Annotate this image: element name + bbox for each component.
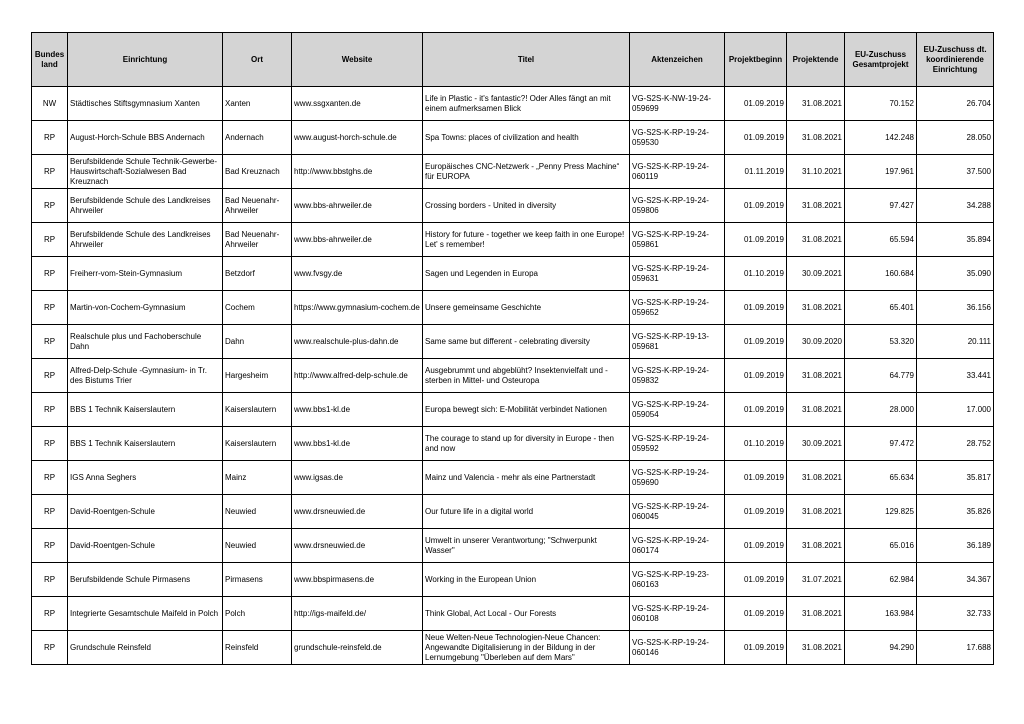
cell-eu-zuschuss-gesamt: 129.825 (845, 495, 917, 529)
cell-eu-zuschuss-koordinierend: 36.156 (917, 291, 994, 325)
cell-ort: Kaiserslautern (223, 393, 292, 427)
table-row (32, 325, 994, 359)
cell-ort: Reinsfeld (223, 631, 292, 665)
cell-website: www.realschule-plus-dahn.de (292, 325, 423, 359)
cell-eu-zuschuss-koordinierend: 35.826 (917, 495, 994, 529)
table-row (32, 121, 994, 155)
cell-projektbeginn: 01.09.2019 (725, 291, 787, 325)
cell-eu-zuschuss-koordinierend: 17.000 (917, 393, 994, 427)
cell-titel: Life in Plastic - it's fantastic?! Oder Alles fängt an mit einem aufmerksamen Blick (423, 87, 630, 121)
cell-eu-zuschuss-koordinierend: 33.441 (917, 359, 994, 393)
header-titel: Titel (423, 33, 630, 87)
table-row (32, 495, 994, 529)
cell-projektende: 31.08.2021 (787, 189, 845, 223)
cell-projektende: 31.08.2021 (787, 121, 845, 155)
cell-eu-zuschuss-gesamt: 97.427 (845, 189, 917, 223)
cell-titel: The courage to stand up for diversity in Europe - then and now (423, 427, 630, 461)
cell-projektbeginn: 01.09.2019 (725, 359, 787, 393)
cell-titel: Neue Welten-Neue Technologien-Neue Chancen: Angewandte Digitalisierung in der Bildung in der Lernumgebung "Überleben auf dem Mars" (423, 631, 630, 665)
cell-eu-zuschuss-gesamt: 64.779 (845, 359, 917, 393)
cell-einrichtung: BBS 1 Technik Kaiserslautern (68, 393, 223, 427)
cell-projektende: 31.08.2021 (787, 359, 845, 393)
cell-projektende: 31.08.2021 (787, 461, 845, 495)
cell-website: http://igs-maifeld.de/ (292, 597, 423, 631)
cell-aktenzeichen: VG-S2S-K-RP-19-24-059861 (630, 223, 725, 257)
cell-eu-zuschuss-gesamt: 97.472 (845, 427, 917, 461)
cell-einrichtung: Berufsbildende Schule Technik-Gewerbe-Hauswirtschaft-Sozialwesen Bad Kreuznach (68, 155, 223, 189)
cell-website: www.bbs-ahrweiler.de (292, 223, 423, 257)
cell-website: www.fvsgy.de (292, 257, 423, 291)
cell-ort: Dahn (223, 325, 292, 359)
cell-ort: Polch (223, 597, 292, 631)
cell-titel: Europa bewegt sich: E-Mobilität verbindet Nationen (423, 393, 630, 427)
cell-einrichtung: David-Roentgen-Schule (68, 529, 223, 563)
cell-eu-zuschuss-koordinierend: 34.367 (917, 563, 994, 597)
cell-eu-zuschuss-koordinierend: 37.500 (917, 155, 994, 189)
cell-aktenzeichen: VG-S2S-K-RP-19-23-060163 (630, 563, 725, 597)
cell-ort: Andernach (223, 121, 292, 155)
cell-projektbeginn: 01.09.2019 (725, 87, 787, 121)
cell-bundesland: RP (32, 529, 68, 563)
cell-titel: Europäisches CNC-Netzwerk - „Penny Press Machine“ für EUROPA (423, 155, 630, 189)
cell-bundesland: RP (32, 631, 68, 665)
cell-projektende: 31.10.2021 (787, 155, 845, 189)
table-row (32, 291, 994, 325)
cell-bundesland: RP (32, 291, 68, 325)
table-body (32, 87, 994, 665)
cell-einrichtung: David-Roentgen-Schule (68, 495, 223, 529)
cell-website: www.august-horch-schule.de (292, 121, 423, 155)
cell-titel: Think Global, Act Local - Our Forests (423, 597, 630, 631)
cell-bundesland: RP (32, 359, 68, 393)
cell-eu-zuschuss-koordinierend: 35.817 (917, 461, 994, 495)
cell-ort: Bad Kreuznach (223, 155, 292, 189)
cell-eu-zuschuss-gesamt: 70.152 (845, 87, 917, 121)
cell-einrichtung: IGS Anna Seghers (68, 461, 223, 495)
cell-bundesland: RP (32, 597, 68, 631)
cell-ort: Mainz (223, 461, 292, 495)
cell-ort: Pirmasens (223, 563, 292, 597)
table-row (32, 257, 994, 291)
cell-projektbeginn: 01.09.2019 (725, 597, 787, 631)
cell-aktenzeichen: VG-S2S-K-RP-19-24-060119 (630, 155, 725, 189)
cell-einrichtung: Freiherr-vom-Stein-Gymnasium (68, 257, 223, 291)
cell-aktenzeichen: VG-S2S-K-RP-19-13-059681 (630, 325, 725, 359)
cell-einrichtung: BBS 1 Technik Kaiserslautern (68, 427, 223, 461)
cell-titel: History for future - together we keep faith in one Europe! Let' s remember! (423, 223, 630, 257)
cell-aktenzeichen: VG-S2S-K-RP-19-24-060146 (630, 631, 725, 665)
cell-projektende: 30.09.2020 (787, 325, 845, 359)
cell-titel: Our future life in a digital world (423, 495, 630, 529)
header-eu-zuschuss-gesamt: EU-Zuschuss Gesamtprojekt (845, 33, 917, 87)
cell-projektende: 31.08.2021 (787, 495, 845, 529)
cell-website: www.bbs-ahrweiler.de (292, 189, 423, 223)
cell-aktenzeichen: VG-S2S-K-RP-19-24-060045 (630, 495, 725, 529)
cell-projektbeginn: 01.09.2019 (725, 529, 787, 563)
cell-eu-zuschuss-koordinierend: 34.288 (917, 189, 994, 223)
header-bundesland: Bundes land (32, 33, 68, 87)
cell-projektende: 31.08.2021 (787, 631, 845, 665)
cell-aktenzeichen: VG-S2S-K-RP-19-24-059592 (630, 427, 725, 461)
cell-einrichtung: August-Horch-Schule BBS Andernach (68, 121, 223, 155)
cell-eu-zuschuss-gesamt: 65.634 (845, 461, 917, 495)
cell-ort: Xanten (223, 87, 292, 121)
cell-bundesland: RP (32, 461, 68, 495)
cell-titel: Working in the European Union (423, 563, 630, 597)
cell-ort: Hargesheim (223, 359, 292, 393)
cell-einrichtung: Berufsbildende Schule des Landkreises Ahrweiler (68, 189, 223, 223)
cell-titel: Spa Towns: places of civilization and health (423, 121, 630, 155)
cell-bundesland: RP (32, 495, 68, 529)
header-eu-zuschuss-koordinierend: EU-Zuschuss dt. koordinierende Einrichtung (917, 33, 994, 87)
cell-eu-zuschuss-koordinierend: 35.894 (917, 223, 994, 257)
cell-eu-zuschuss-koordinierend: 28.050 (917, 121, 994, 155)
table-row (32, 359, 994, 393)
cell-projektende: 30.09.2021 (787, 257, 845, 291)
cell-bundesland: RP (32, 189, 68, 223)
cell-projektbeginn: 01.09.2019 (725, 393, 787, 427)
header-aktenzeichen: Aktenzeichen (630, 33, 725, 87)
cell-projektbeginn: 01.09.2019 (725, 223, 787, 257)
cell-projektende: 30.09.2021 (787, 427, 845, 461)
cell-titel: Sagen und Legenden in Europa (423, 257, 630, 291)
cell-eu-zuschuss-gesamt: 65.401 (845, 291, 917, 325)
cell-projektbeginn: 01.11.2019 (725, 155, 787, 189)
header-projektende: Projektende (787, 33, 845, 87)
cell-projektbeginn: 01.09.2019 (725, 189, 787, 223)
funding-table (31, 32, 994, 665)
cell-titel: Ausgebrummt und abgeblüht? Insektenvielfalt und -sterben in Mittel- und Osteuropa (423, 359, 630, 393)
cell-bundesland: RP (32, 155, 68, 189)
cell-einrichtung: Berufsbildende Schule Pirmasens (68, 563, 223, 597)
table-row (32, 529, 994, 563)
cell-aktenzeichen: VG-S2S-K-RP-19-24-059690 (630, 461, 725, 495)
cell-projektbeginn: 01.09.2019 (725, 495, 787, 529)
cell-bundesland: RP (32, 393, 68, 427)
cell-eu-zuschuss-koordinierend: 32.733 (917, 597, 994, 631)
cell-eu-zuschuss-koordinierend: 20.111 (917, 325, 994, 359)
cell-projektende: 31.08.2021 (787, 291, 845, 325)
cell-titel: Same same but different - celebrating diversity (423, 325, 630, 359)
cell-website: www.igsas.de (292, 461, 423, 495)
header-row (32, 33, 994, 87)
cell-website: www.ssgxanten.de (292, 87, 423, 121)
cell-aktenzeichen: VG-S2S-K-RP-19-24-059652 (630, 291, 725, 325)
header-ort: Ort (223, 33, 292, 87)
table-row (32, 631, 994, 665)
cell-eu-zuschuss-gesamt: 94.290 (845, 631, 917, 665)
cell-projektbeginn: 01.10.2019 (725, 427, 787, 461)
cell-ort: Cochem (223, 291, 292, 325)
cell-eu-zuschuss-koordinierend: 35.090 (917, 257, 994, 291)
cell-projektende: 31.08.2021 (787, 597, 845, 631)
cell-eu-zuschuss-koordinierend: 17.688 (917, 631, 994, 665)
cell-ort: Betzdorf (223, 257, 292, 291)
cell-aktenzeichen: VG-S2S-K-RP-19-24-059806 (630, 189, 725, 223)
cell-website: www.bbs1-kl.de (292, 393, 423, 427)
header-projektbeginn: Projektbeginn (725, 33, 787, 87)
cell-ort: Neuwied (223, 529, 292, 563)
header-einrichtung: Einrichtung (68, 33, 223, 87)
table-row (32, 189, 994, 223)
table-row (32, 155, 994, 189)
cell-bundesland: RP (32, 563, 68, 597)
cell-projektbeginn: 01.09.2019 (725, 325, 787, 359)
cell-aktenzeichen: VG-S2S-K-RP-19-24-059530 (630, 121, 725, 155)
cell-eu-zuschuss-gesamt: 65.016 (845, 529, 917, 563)
cell-website: www.bbs1-kl.de (292, 427, 423, 461)
cell-website: www.drsneuwied.de (292, 529, 423, 563)
cell-eu-zuschuss-koordinierend: 36.189 (917, 529, 994, 563)
cell-einrichtung: Alfred-Delp-Schule -Gymnasium- in Tr. des Bistums Trier (68, 359, 223, 393)
table-row (32, 427, 994, 461)
funding-table-container (31, 32, 994, 665)
cell-bundesland: RP (32, 257, 68, 291)
cell-website: www.drsneuwied.de (292, 495, 423, 529)
cell-projektbeginn: 01.09.2019 (725, 631, 787, 665)
cell-einrichtung: Martin-von-Cochem-Gymnasium (68, 291, 223, 325)
cell-website: https://www.gymnasium-cochem.de (292, 291, 423, 325)
cell-einrichtung: Berufsbildende Schule des Landkreises Ahrweiler (68, 223, 223, 257)
cell-eu-zuschuss-gesamt: 163.984 (845, 597, 917, 631)
cell-aktenzeichen: VG-S2S-K-RP-19-24-059832 (630, 359, 725, 393)
cell-bundesland: RP (32, 223, 68, 257)
cell-eu-zuschuss-gesamt: 160.684 (845, 257, 917, 291)
cell-titel: Unsere gemeinsame Geschichte (423, 291, 630, 325)
cell-projektende: 31.08.2021 (787, 223, 845, 257)
cell-eu-zuschuss-gesamt: 62.984 (845, 563, 917, 597)
cell-titel: Umwelt in unserer Verantwortung; "Schwerpunkt Wasser" (423, 529, 630, 563)
cell-ort: Bad Neuenahr-Ahrweiler (223, 223, 292, 257)
cell-website: www.bbspirmasens.de (292, 563, 423, 597)
cell-aktenzeichen: VG-S2S-K-RP-19-24-060108 (630, 597, 725, 631)
cell-bundesland: RP (32, 427, 68, 461)
cell-einrichtung: Grundschule Reinsfeld (68, 631, 223, 665)
cell-projektbeginn: 01.10.2019 (725, 257, 787, 291)
cell-projektende: 31.08.2021 (787, 87, 845, 121)
cell-projektbeginn: 01.09.2019 (725, 563, 787, 597)
cell-projektende: 31.08.2021 (787, 529, 845, 563)
cell-titel: Crossing borders - United in diversity (423, 189, 630, 223)
cell-aktenzeichen: VG-S2S-K-NW-19-24-059699 (630, 87, 725, 121)
cell-eu-zuschuss-gesamt: 28.000 (845, 393, 917, 427)
table-row (32, 597, 994, 631)
cell-website: grundschule-reinsfeld.de (292, 631, 423, 665)
cell-aktenzeichen: VG-S2S-K-RP-19-24-060174 (630, 529, 725, 563)
cell-einrichtung: Integrierte Gesamtschule Maifeld in Polch (68, 597, 223, 631)
cell-bundesland: RP (32, 121, 68, 155)
cell-eu-zuschuss-gesamt: 197.961 (845, 155, 917, 189)
header-website: Website (292, 33, 423, 87)
cell-ort: Neuwied (223, 495, 292, 529)
cell-bundesland: RP (32, 325, 68, 359)
cell-projektbeginn: 01.09.2019 (725, 461, 787, 495)
cell-aktenzeichen: VG-S2S-K-RP-19-24-059054 (630, 393, 725, 427)
cell-eu-zuschuss-gesamt: 65.594 (845, 223, 917, 257)
table-row (32, 87, 994, 121)
cell-einrichtung: Realschule plus und Fachoberschule Dahn (68, 325, 223, 359)
cell-projektende: 31.07.2021 (787, 563, 845, 597)
cell-eu-zuschuss-koordinierend: 26.704 (917, 87, 994, 121)
table-row (32, 563, 994, 597)
cell-ort: Bad Neuenahr-Ahrweiler (223, 189, 292, 223)
cell-projektende: 31.08.2021 (787, 393, 845, 427)
cell-bundesland: NW (32, 87, 68, 121)
cell-eu-zuschuss-gesamt: 53.320 (845, 325, 917, 359)
cell-projektbeginn: 01.09.2019 (725, 121, 787, 155)
cell-ort: Kaiserslautern (223, 427, 292, 461)
table-row (32, 223, 994, 257)
cell-aktenzeichen: VG-S2S-K-RP-19-24-059631 (630, 257, 725, 291)
table-row (32, 461, 994, 495)
table-row (32, 393, 994, 427)
cell-eu-zuschuss-koordinierend: 28.752 (917, 427, 994, 461)
cell-eu-zuschuss-gesamt: 142.248 (845, 121, 917, 155)
cell-website: http://www.alfred-delp-schule.de (292, 359, 423, 393)
cell-website: http://www.bbstghs.de (292, 155, 423, 189)
cell-einrichtung: Städtisches Stiftsgymnasium Xanten (68, 87, 223, 121)
cell-titel: Mainz und Valencia - mehr als eine Partnerstadt (423, 461, 630, 495)
